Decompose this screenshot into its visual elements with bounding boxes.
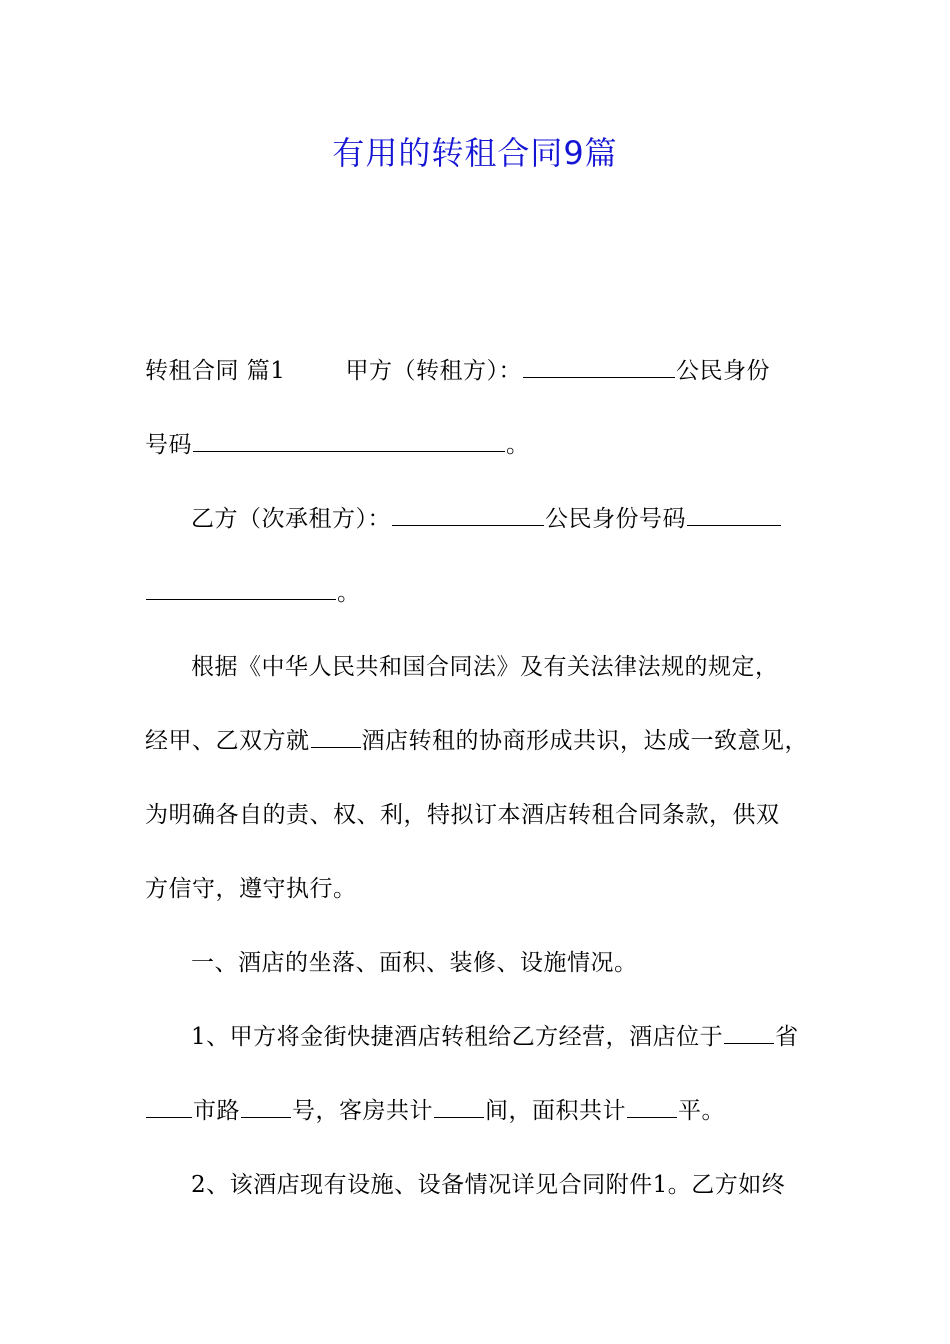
room-count-blank xyxy=(434,1099,484,1118)
party-b-name-blank xyxy=(392,507,544,526)
period: 。 xyxy=(506,432,530,458)
clause-heading: 一、酒店的坐落、面积、装修、设施情况。 xyxy=(191,950,638,976)
party-b-id-blank-cont xyxy=(146,581,336,600)
clause-line: 2、该酒店现有设施、设备情况详见合同附件1。乙方如终 xyxy=(191,1172,786,1198)
party-b-id-blank xyxy=(687,507,781,526)
section-heading: 转租合同 篇1 xyxy=(145,358,286,384)
party-a-id-blank xyxy=(193,433,505,452)
street-number-blank xyxy=(241,1099,291,1118)
document-body xyxy=(145,334,825,1222)
party-b-id-label: 公民身份号码 xyxy=(545,506,686,532)
party-a-label: 甲方（转租方）： xyxy=(345,358,522,384)
period: 。 xyxy=(337,580,361,606)
paragraph-line: 方信守，遵守执行。 xyxy=(145,876,357,902)
line-2 xyxy=(145,408,825,482)
city-blank xyxy=(146,1099,192,1118)
province-blank xyxy=(724,1025,774,1044)
party-a-name-blank xyxy=(523,359,675,378)
line-1 xyxy=(145,334,825,408)
area-blank xyxy=(627,1099,677,1118)
clause-line: 市路 号，客房共计 间，面积共计 平。 xyxy=(145,1074,825,1148)
paragraph-line: 经甲、乙双方就 酒店转租的协商形成共识，达成一致意见， xyxy=(145,728,808,754)
document-title: 有用的转租合同9篇 xyxy=(332,134,618,172)
party-b-label: 乙方（次承租方）： xyxy=(191,506,391,532)
hotel-name-blank xyxy=(311,729,361,748)
line-4 xyxy=(145,556,825,630)
paragraph-line: 根据《中华人民共和国合同法》及有关法律法规的规定， xyxy=(191,654,779,680)
paragraph-line: 为明确各自的责、权、利，特拟订本酒店转租合同条款，供双 xyxy=(145,802,780,828)
clause-line: 1、甲方将金街快捷酒店转租给乙方经营，酒店位于 省 xyxy=(191,1024,799,1050)
line-3 xyxy=(145,482,825,556)
id-label: 公民身份 xyxy=(675,358,770,384)
id-label-cont: 号码 xyxy=(145,432,192,458)
